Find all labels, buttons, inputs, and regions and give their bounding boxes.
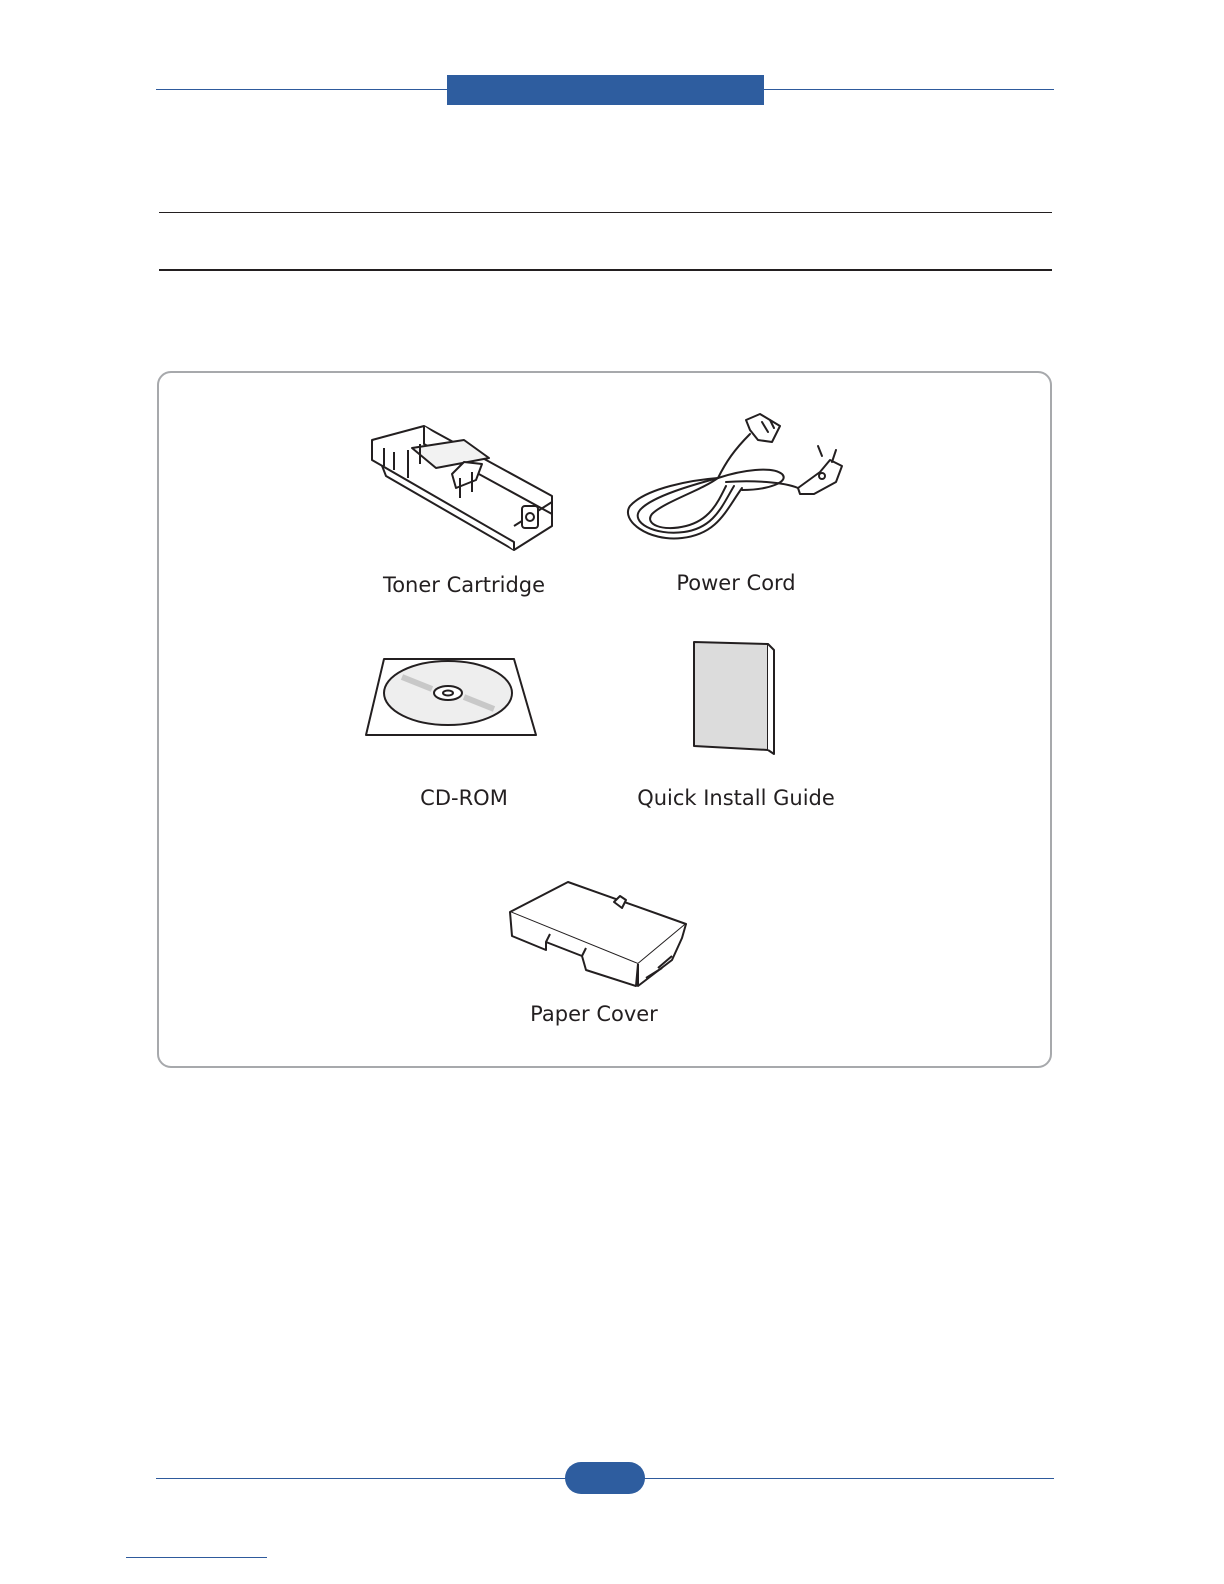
page-number-badge <box>565 1462 645 1494</box>
toner-cartridge-icon <box>364 418 564 558</box>
paper-cover-icon <box>506 878 690 990</box>
section-rule-top <box>159 212 1052 213</box>
power-cord-icon <box>622 410 862 550</box>
cd-rom-icon <box>362 655 542 741</box>
header-tab <box>447 75 764 105</box>
item-label-paper-cover: Paper Cover <box>530 1002 658 1026</box>
item-label-toner-cartridge: Toner Cartridge <box>382 573 546 597</box>
item-label-quick-install-guide: Quick Install Guide <box>637 786 835 810</box>
quick-install-guide-icon <box>688 638 778 756</box>
footer-underline <box>126 1557 267 1558</box>
section-rule-bottom <box>159 269 1052 271</box>
item-label-cd-rom: CD-ROM <box>420 786 508 810</box>
item-label-power-cord: Power Cord <box>676 571 796 595</box>
